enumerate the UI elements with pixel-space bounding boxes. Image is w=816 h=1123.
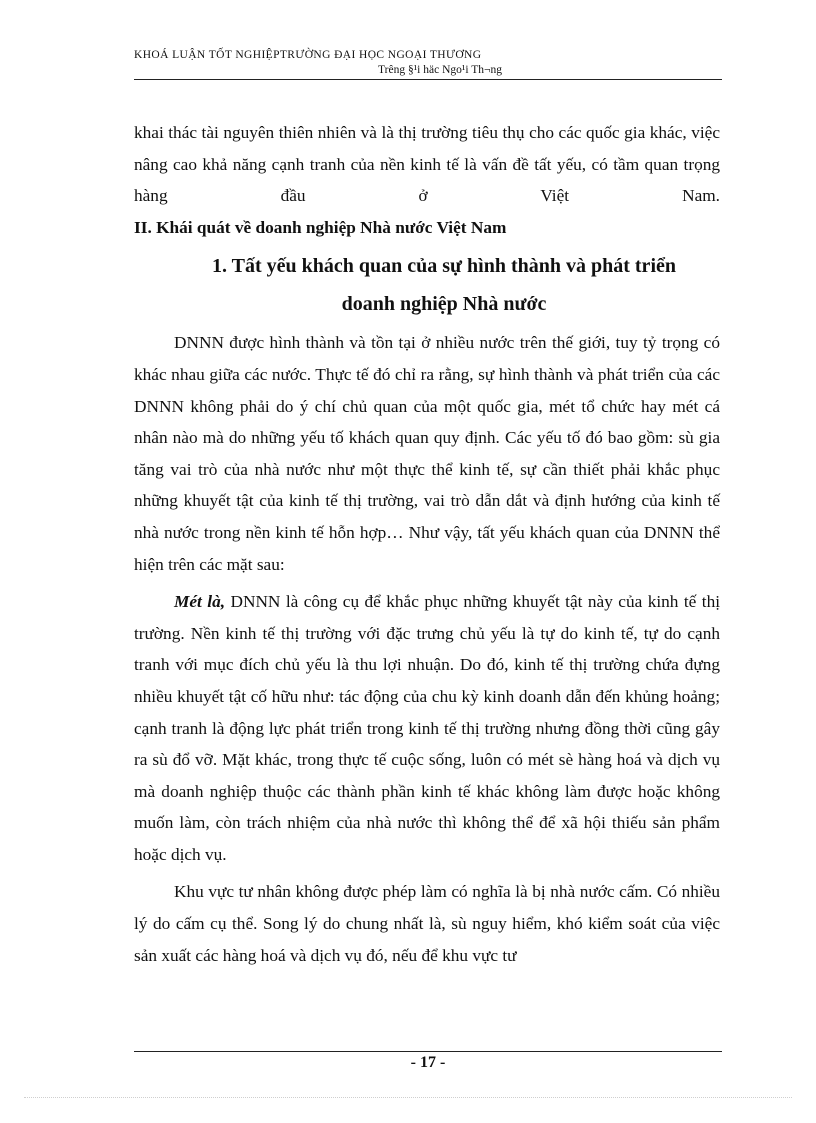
subsection-heading-line-2: doanh nghiệp Nhà nước: [341, 293, 547, 316]
header-subtitle: Trêng §¹i häc Ngo¹i Th¬ng: [378, 64, 502, 76]
section-heading: II. Khái quát về doanh nghiệp Nhà nước Việt Nam: [134, 217, 507, 237]
subsection-heading: [134, 247, 720, 323]
paragraph-2: DNNN được hình thành và tồn tại ở nhiều nước trên thế giới, tuy tỷ trọng có khác nhau giữa các nước. Thực tế đó chỉ ra rằng, sự hình thành và phát triển của các DNNN không phải do ý chí chủ quan của một quốc gia, mét tổ chức hay mét cá nhân nào mà do những yếu tố khách quan quy định. Các yếu tố đó bao gồm: sù gia tăng vai trò của nhà nước như một thực thể kinh tế, sự cần thiết phải khắc phục những khuyết tật của kinh tế thị trường, vai trò dẫn dắt và định hướng của kinh tế nhà nước trong nền kinh tế hỗn hợp… Như vậy, tất yếu khách quan của DNNN thể hiện trên các mặt sau:: [134, 333, 720, 574]
page-number: - 17 -: [410, 1054, 446, 1071]
paragraph-3-text: DNNN là công cụ để khắc phục những khuyết tật này của kinh tế thị trường. Nền kinh tế thị trường với đặc trưng chủ yếu là tự do kinh tế, tự do cạnh tranh với mục đích chủ yếu là thu lợi nhuận. Do đó, kinh tế thị trường chứa đựng nhiều khuyết tật cố hữu như: tác động của chu kỳ kinh doanh dẫn đến khủng hoảng; cạnh tranh là động lực phát triển trong kinh tế thị trường nhưng đồng thời cũng gây ra sù đổ vỡ. Mặt khác, trong thực tế cuộc sống, luôn có mét sè hàng hoá và dịch vụ mà doanh nghiệp thuộc các thành phần kinh tế khác không làm được hoặc không muốn làm, còn trách nhiệm của nhà nước thì không thể để xã hội thiếu sản phẩm hoặc dịch vụ.: [134, 592, 721, 864]
paragraph-4: Khu vực tư nhân không được phép làm có nghĩa là bị nhà nước cấm. Có nhiều lý do cấm cụ thể. Song lý do chung nhất là, sù nguy hiểm, khó kiểm soát của việc sản xuất các hàng hoá và dịch vụ đó, nếu để khu vực tư: [134, 882, 720, 965]
header-title: KHOÁ LUẬN TỐT NGHIỆPTRƯỜNG ĐẠI HỌC NGOẠI THƯƠNG: [134, 49, 482, 61]
page-header: [134, 48, 722, 77]
page-content: [134, 117, 720, 971]
paragraph-1: khai thác tài nguyên thiên nhiên và là thị trường tiêu thụ cho các quốc gia khác, việc nâng cao khả năng cạnh tranh của nền kinh tế là vấn đề tất yếu, có tầm quan trọng hàng đầu ở Việt Nam.: [134, 123, 720, 206]
paragraph-3-lead: Mét là,: [174, 592, 226, 612]
header-rule: [134, 79, 722, 80]
footer-rule: [134, 1051, 722, 1052]
page-bottom-divider: [24, 1097, 792, 1098]
paragraph-3: [134, 586, 720, 870]
subsection-heading-line-1: 1. Tất yếu khách quan của sự hình thành và phát triển: [212, 255, 676, 278]
